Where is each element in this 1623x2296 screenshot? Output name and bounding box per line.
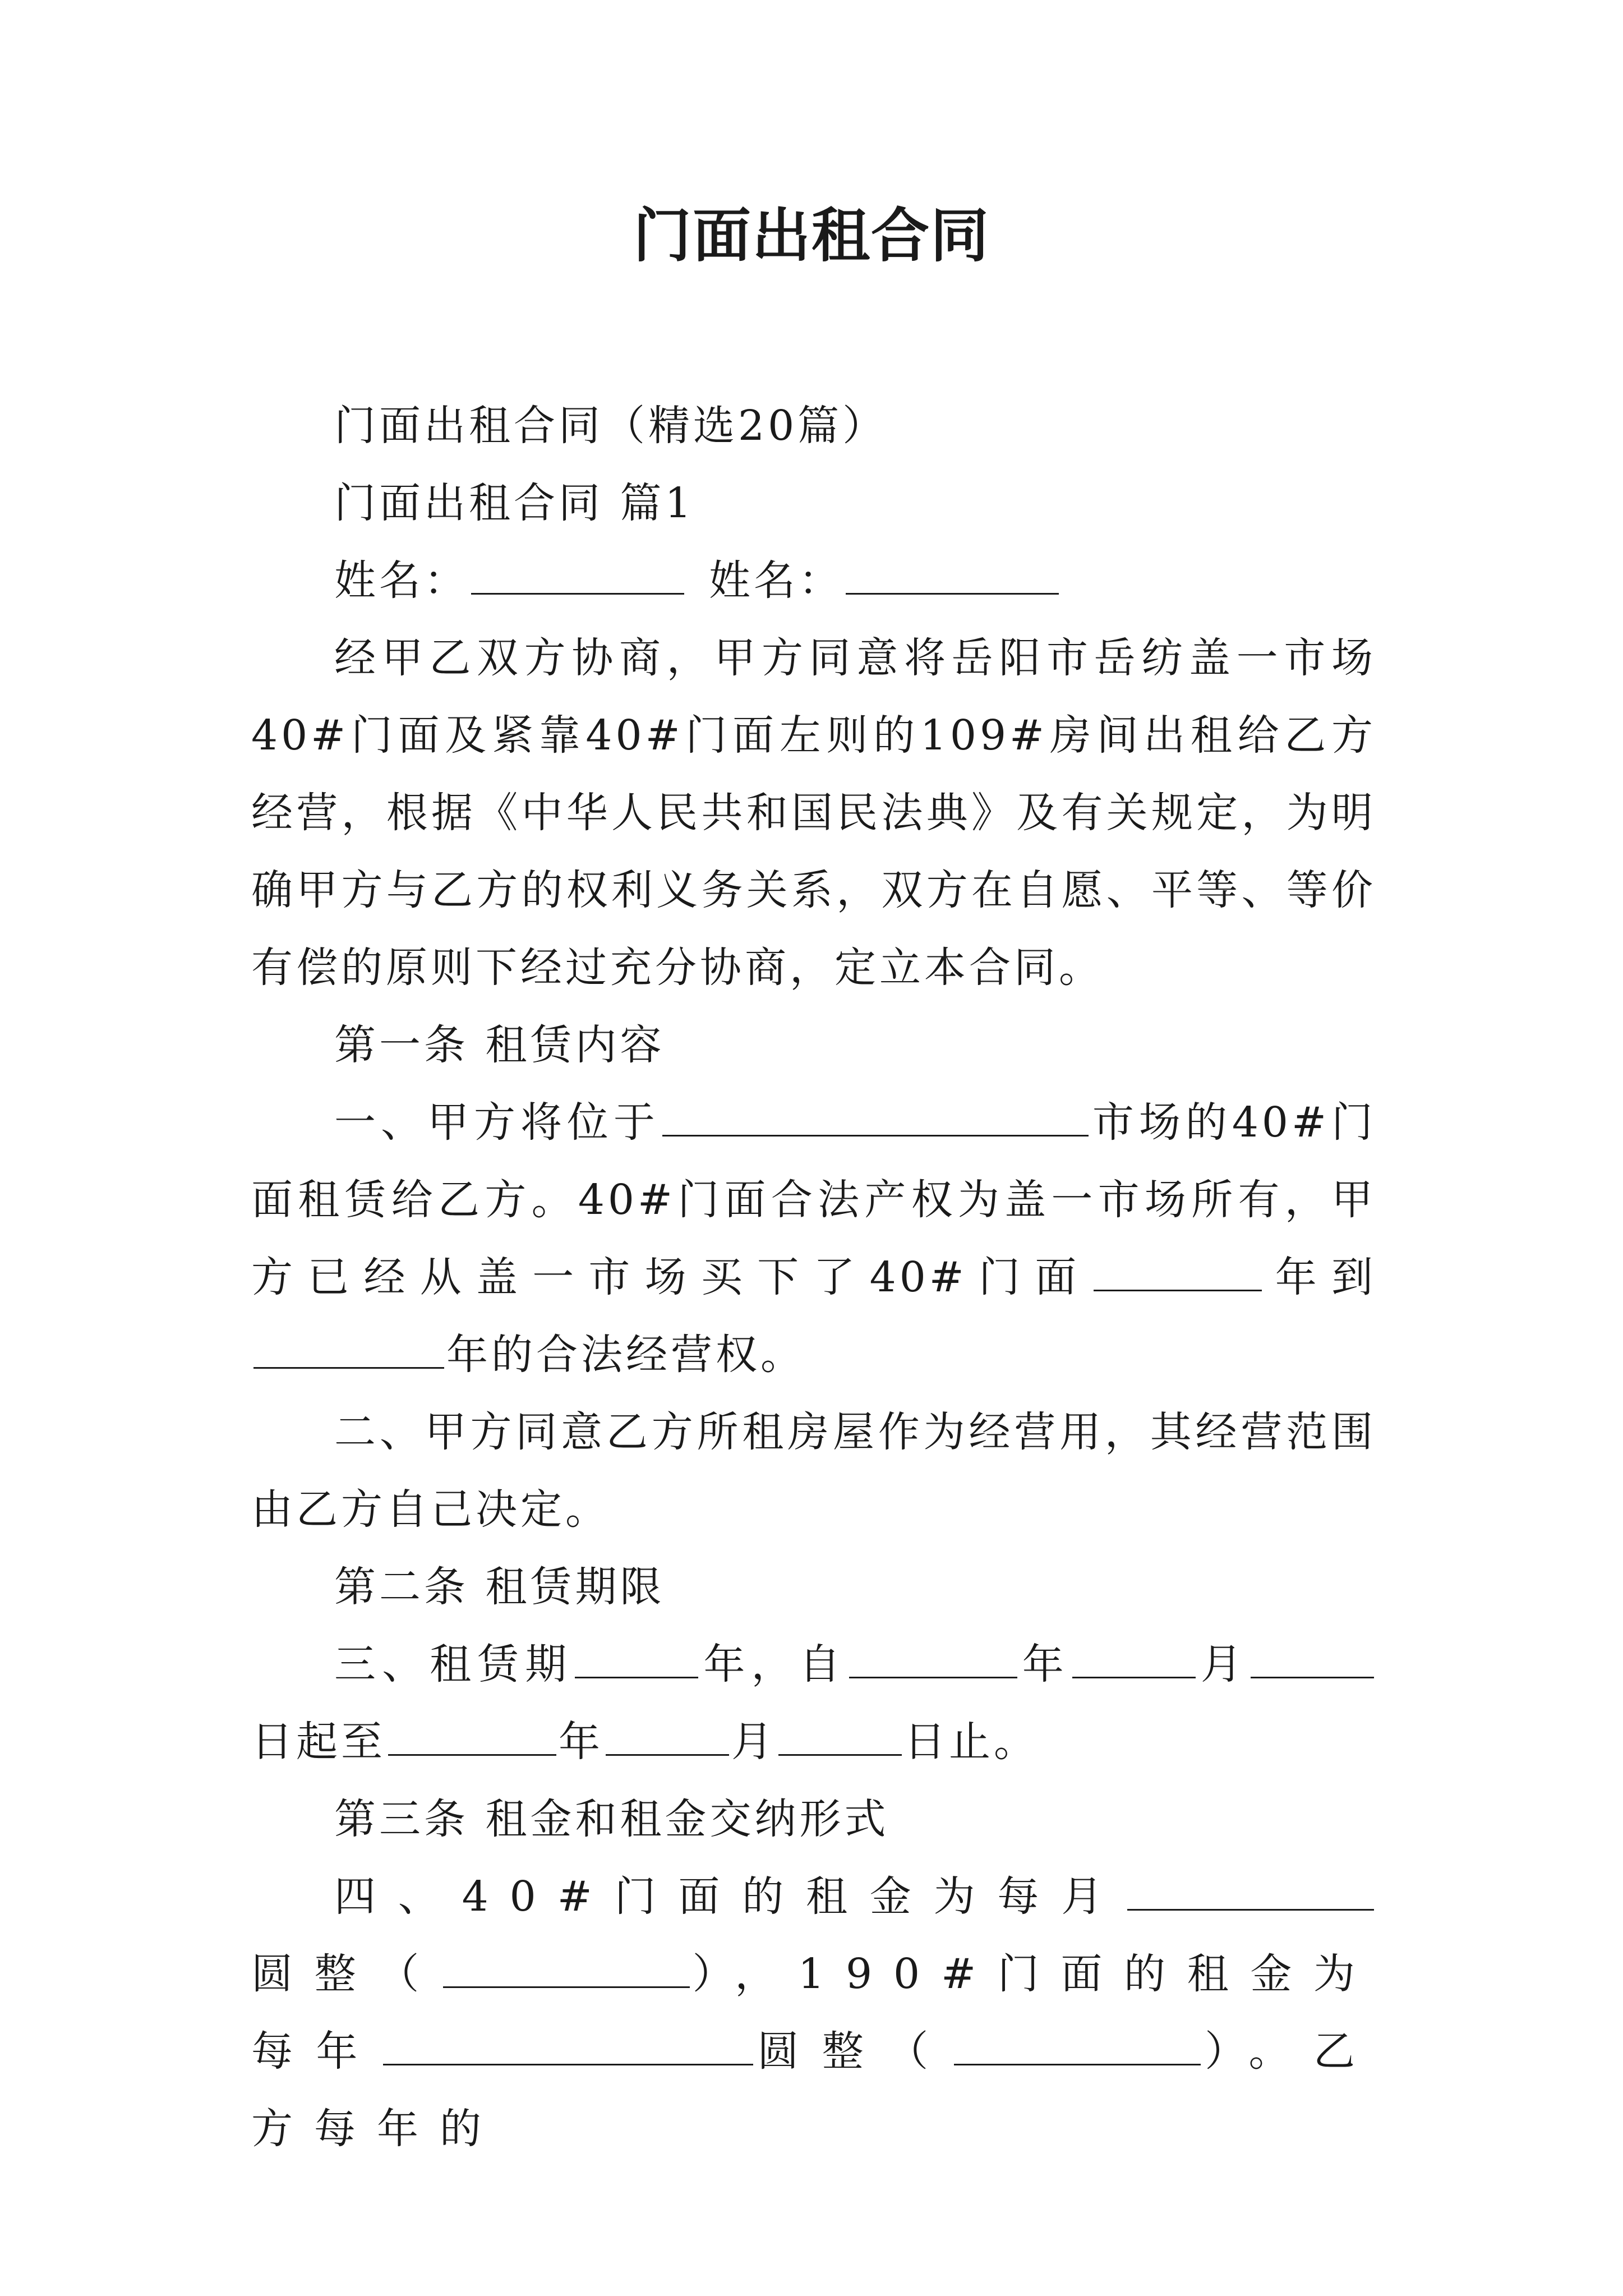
yearly-rent-words-blank [954, 2023, 1201, 2065]
clause-1-text-c: 年到 [1264, 1253, 1376, 1301]
article-2-heading: 第二条 租赁期限 [334, 1563, 665, 1611]
clause-3-text-b: 年，自 [700, 1640, 847, 1688]
name-blank-a [471, 553, 684, 595]
document-title: 门面出租合同 [633, 201, 990, 270]
monthly-rent-words-blank [443, 1946, 690, 1988]
clause-3-text-g: 月 [731, 1718, 776, 1766]
location-blank [662, 1094, 1089, 1137]
term-years-blank [575, 1636, 698, 1678]
clause-2: 二、甲方同意乙方所租房屋作为经营用，其经营范围由乙方自己决定。 [251, 1408, 1376, 1534]
document-body [251, 387, 1376, 2168]
article-3-heading: 第三条 租金和租金交纳形式 [334, 1795, 889, 1843]
clause-3-text-h: 日止。 [904, 1718, 1039, 1766]
clause-4-text-e: ）。乙方每年的 [251, 2027, 1377, 2153]
intro-paragraph: 经甲乙双方协商，甲方同意将岳阳市岳纺盖一市场40#门面及紧靠40#门面左则的109#房间出租给乙方经营，根据《中华人民共和国民法典》及有关规定，为明确甲方与乙方的权利义务关系，双方在自愿、平等、等价有偿的原则下经过充分协商，定立本合同。 [251, 634, 1376, 992]
clause-1 [251, 1084, 1376, 1393]
to-day-blank [778, 1714, 902, 1756]
clause-1-text-a: 一、甲方将位于 [334, 1098, 660, 1147]
end-year-blank [253, 1327, 444, 1369]
article-1-heading: 第一条 租赁内容 [334, 1021, 665, 1069]
clause-3-text-c: 年 [1019, 1640, 1070, 1688]
clause-1-text-b: 市场的40#门面租赁给乙方。40#门面合法产权为盖一市场所有，甲方已经从盖一市场买下了40#门面 [251, 1098, 1377, 1301]
clause-4 [251, 1858, 1376, 2168]
name-label-a: 姓名： [334, 556, 469, 605]
name-blank-b [846, 553, 1059, 595]
clause-3 [251, 1626, 1376, 1780]
chapter-title: 门面出租合同 篇1 [334, 479, 695, 527]
clause-4-text-d: 圆整（ [755, 2027, 952, 2076]
clause-4-text-a: 四、40#门面的租金为每月 [334, 1872, 1125, 1921]
from-year-blank [849, 1636, 1017, 1678]
monthly-rent-blank [1127, 1869, 1374, 1911]
from-day-blank [1251, 1636, 1374, 1678]
clause-1-text-d: 年的合法经营权。 [446, 1331, 805, 1379]
yearly-rent-blank [383, 2023, 753, 2065]
collection-title: 门面出租合同（精选20篇） [334, 402, 888, 450]
clause-3-text-f: 年 [559, 1718, 603, 1766]
clause-4-text-c: ），190#门面的租金为每年 [251, 1950, 1376, 2076]
from-month-blank [1072, 1636, 1196, 1678]
to-year-blank [388, 1714, 556, 1756]
clause-4-text-b: 圆整（ [251, 1950, 441, 1998]
names-line [251, 542, 1376, 619]
start-year-blank [1094, 1249, 1262, 1291]
to-month-blank [606, 1714, 729, 1756]
name-label-b: 姓名： [709, 556, 843, 605]
clause-3-text-a: 三、租赁期 [334, 1640, 573, 1688]
clause-3-text-d: 月 [1197, 1640, 1249, 1688]
clause-3-text-e: 日起至 [251, 1718, 386, 1766]
